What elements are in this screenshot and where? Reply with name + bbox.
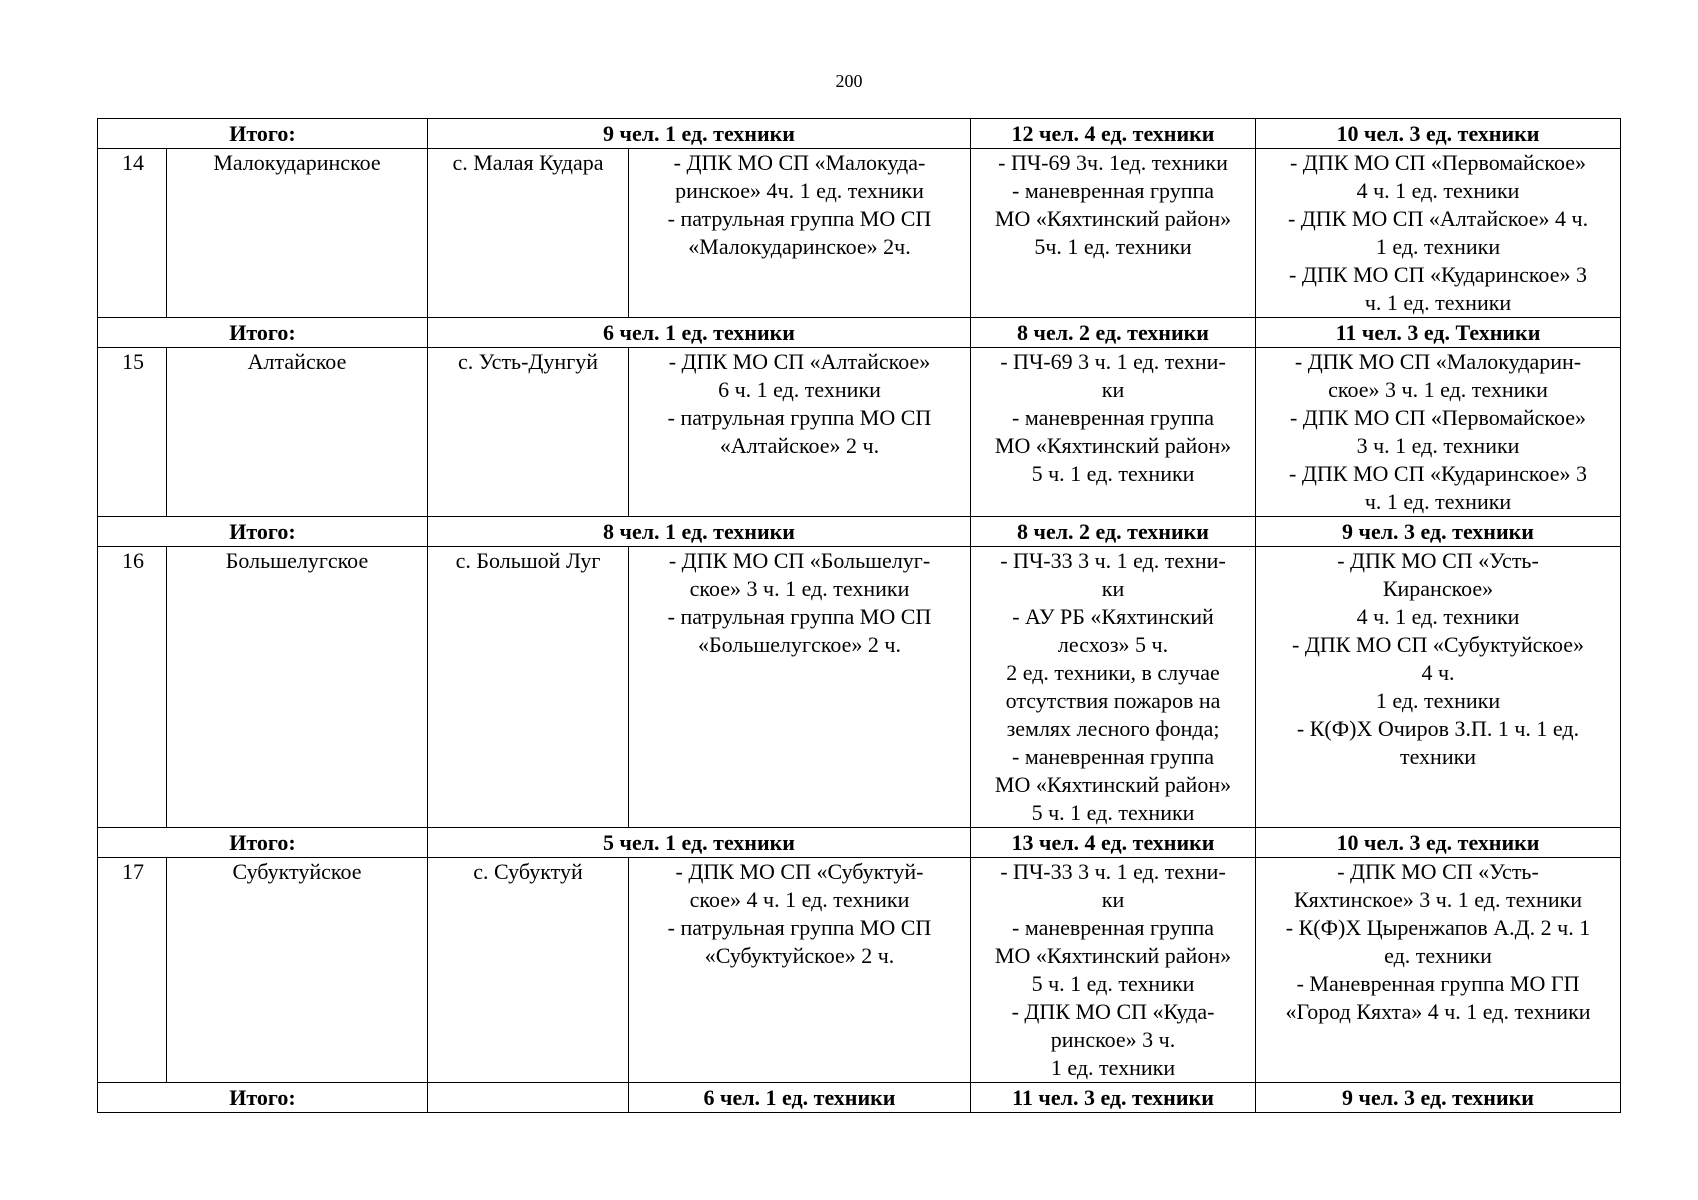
first-echelon-forces (629, 348, 971, 517)
text-line: - ДПК МО СП «Малокуда- (673, 150, 926, 175)
text-line: ки (1101, 887, 1125, 912)
text-line: - ПЧ-69 3 ч. 1 ед. техни- (1000, 349, 1226, 374)
text-line: «Малокударинское» 2ч. (688, 234, 911, 259)
total-third-echelon: 10 чел. 3 ед. техники (1256, 828, 1621, 858)
village-name: с. Малая Кудара (428, 149, 629, 318)
text-line: 4 ч. (1421, 660, 1455, 685)
first-echelon-forces (629, 547, 971, 828)
total-row (98, 517, 1621, 547)
village-name: с. Усть-Дунгуй (428, 348, 629, 517)
text-line: ринское» 4ч. 1 ед. техники (675, 178, 924, 203)
total-label: Итого: (98, 1083, 428, 1113)
table-row (98, 348, 1621, 517)
text-line: Киранское» (1382, 576, 1494, 601)
text-line: - ПЧ-33 3 ч. 1 ед. техни- (1000, 548, 1226, 573)
total-row (98, 318, 1621, 348)
text-line: - ДПК МО СП «Алтайское» 4 ч. (1287, 206, 1589, 231)
page-number: 200 (835, 71, 863, 91)
text-line: «Алтайское» 2 ч. (719, 433, 880, 458)
settlement-name: Большелугское (167, 547, 428, 828)
total-row (98, 828, 1621, 858)
text-line: 2 ед. техники, в случае (1006, 660, 1220, 685)
total-label: Итого: (98, 828, 428, 858)
total-second-echelon: 11 чел. 3 ед. техники (971, 1083, 1256, 1113)
text-line: 4 ч. 1 ед. техники (1356, 178, 1520, 203)
text-line: - маневренная группа (1012, 178, 1215, 203)
total-label: Итого: (98, 517, 428, 547)
text-line: 5 ч. 1 ед. техники (1031, 461, 1195, 486)
text-line: отсутствия пожаров на (1005, 688, 1221, 713)
text-line: - ДПК МО СП «Субуктуйское» (1292, 632, 1584, 657)
text-line: Кяхтинское» 3 ч. 1 ед. техники (1293, 887, 1583, 912)
text-line: 1 ед. техники (1375, 234, 1501, 259)
text-line: - ДПК МО СП «Алтайское» (668, 349, 931, 374)
text-line: - ДПК МО СП «Усть- (1337, 548, 1539, 573)
text-line: - К(Ф)Х Очиров З.П. 1 ч. 1 ед. (1296, 716, 1580, 741)
third-echelon-forces (1256, 348, 1621, 517)
settlement-name: Субуктуйское (167, 858, 428, 1083)
text-line: «Город Кяхта» 4 ч. 1 ед. техники (1285, 999, 1591, 1024)
text-line: - ПЧ-69 3ч. 1ед. техники (998, 150, 1228, 175)
village-name: с. Большой Луг (428, 547, 629, 828)
text-line: - маневренная группа (1012, 915, 1215, 940)
total-empty-cell (428, 1083, 629, 1113)
text-line: 3 ч. 1 ед. техники (1356, 433, 1520, 458)
text-line: ринское» 3 ч. (1050, 1027, 1176, 1052)
text-line: - ДПК МО СП «Куда- (1011, 999, 1215, 1024)
text-line: землях лесного фонда; (1006, 716, 1220, 741)
total-second-echelon: 12 чел. 4 ед. техники (971, 119, 1256, 149)
text-line: - ПЧ-33 3 ч. 1 ед. техни- (1000, 859, 1226, 884)
text-line: ч. 1 ед. техники (1364, 290, 1512, 315)
text-line: - ДПК МО СП «Субуктуй- (675, 859, 924, 884)
text-line: МО «Кяхтинский район» (994, 943, 1232, 968)
text-line: - ДПК МО СП «Первомайское» (1289, 405, 1587, 430)
text-line: МО «Кяхтинский район» (994, 433, 1232, 458)
second-echelon-forces (971, 149, 1256, 318)
total-third-echelon: 10 чел. 3 ед. техники (1256, 119, 1621, 149)
text-line: 6 ч. 1 ед. техники (718, 377, 881, 402)
text-line: - маневренная группа (1012, 744, 1215, 769)
first-echelon-forces (629, 149, 971, 318)
total-first-echelon: 8 чел. 1 ед. техники (428, 517, 971, 547)
text-line: - ДПК МО СП «Кударинское» 3 (1289, 461, 1587, 486)
text-line: техники (1399, 744, 1477, 769)
row-number: 16 (98, 547, 167, 828)
second-echelon-forces (971, 348, 1256, 517)
total-second-echelon: 8 чел. 2 ед. техники (971, 318, 1256, 348)
total-second-echelon: 8 чел. 2 ед. техники (971, 517, 1256, 547)
table-row (98, 547, 1621, 828)
text-line: ч. 1 ед. техники (1364, 489, 1512, 514)
text-line: МО «Кяхтинский район» (994, 206, 1232, 231)
text-line: ское» 4 ч. 1 ед. техники (689, 887, 910, 912)
text-line: - ДПК МО СП «Первомайское» (1289, 150, 1587, 175)
text-line: - маневренная группа (1012, 405, 1215, 430)
text-line: - патрульная группа МО СП (667, 206, 932, 231)
text-line: - ДПК МО СП «Малокударин- (1294, 349, 1582, 374)
total-first-echelon: 5 чел. 1 ед. техники (428, 828, 971, 858)
text-line: - патрульная группа МО СП (667, 915, 932, 940)
total-row (98, 1083, 1621, 1113)
village-name: с. Субуктуй (428, 858, 629, 1083)
second-echelon-forces (971, 547, 1256, 828)
forces-table (97, 118, 1621, 1113)
text-line: 5 ч. 1 ед. техники (1031, 800, 1195, 825)
total-third-echelon: 9 чел. 3 ед. техники (1256, 1083, 1621, 1113)
text-line: ки (1101, 377, 1125, 402)
total-first-echelon: 6 чел. 1 ед. техники (629, 1083, 971, 1113)
text-line: - АУ РБ «Кяхтинский (1012, 604, 1214, 629)
text-line: - патрульная группа МО СП (667, 405, 932, 430)
settlement-name: Малокударинское (167, 149, 428, 318)
third-echelon-forces (1256, 149, 1621, 318)
text-line: - ДПК МО СП «Кударинское» 3 (1289, 262, 1587, 287)
total-label: Итого: (98, 318, 428, 348)
row-number: 15 (98, 348, 167, 517)
text-line: - патрульная группа МО СП (667, 604, 932, 629)
total-first-echelon: 6 чел. 1 ед. техники (428, 318, 971, 348)
table-row (98, 149, 1621, 318)
total-label: Итого: (98, 119, 428, 149)
total-first-echelon: 9 чел. 1 ед. техники (428, 119, 971, 149)
text-line: - ДПК МО СП «Усть- (1337, 859, 1539, 884)
text-line: ки (1101, 576, 1125, 601)
text-line: ское» 3 ч. 1 ед. техники (689, 576, 910, 601)
text-line: 1 ед. техники (1375, 688, 1501, 713)
third-echelon-forces (1256, 547, 1621, 828)
row-number: 14 (98, 149, 167, 318)
third-echelon-forces (1256, 858, 1621, 1083)
text-line: 1 ед. техники (1050, 1055, 1176, 1080)
text-line: «Большелугское» 2 ч. (698, 632, 901, 657)
text-line: «Субуктуйское» 2 ч. (704, 943, 895, 968)
text-line: МО «Кяхтинский район» (994, 772, 1232, 797)
first-echelon-forces (629, 858, 971, 1083)
second-echelon-forces (971, 858, 1256, 1083)
text-line: 5 ч. 1 ед. техники (1031, 971, 1195, 996)
text-line: - ДПК МО СП «Большелуг- (668, 548, 931, 573)
text-line: ед. техники (1384, 943, 1492, 968)
text-line: 5ч. 1 ед. техники (1034, 234, 1192, 259)
total-second-echelon: 13 чел. 4 ед. техники (971, 828, 1256, 858)
total-third-echelon: 11 чел. 3 ед. Техники (1256, 318, 1621, 348)
text-line: ское» 3 ч. 1 ед. техники (1328, 377, 1548, 402)
text-line: лесхоз» 5 ч. (1057, 632, 1169, 657)
row-number: 17 (98, 858, 167, 1083)
text-line: - К(Ф)Х Цыренжапов А.Д. 2 ч. 1 (1285, 915, 1591, 940)
total-row (98, 119, 1621, 149)
settlement-name: Алтайское (167, 348, 428, 517)
text-line: - Маневренная группа МО ГП (1296, 971, 1580, 996)
table-row (98, 858, 1621, 1083)
text-line: 4 ч. 1 ед. техники (1356, 604, 1520, 629)
total-third-echelon: 9 чел. 3 ед. техники (1256, 517, 1621, 547)
